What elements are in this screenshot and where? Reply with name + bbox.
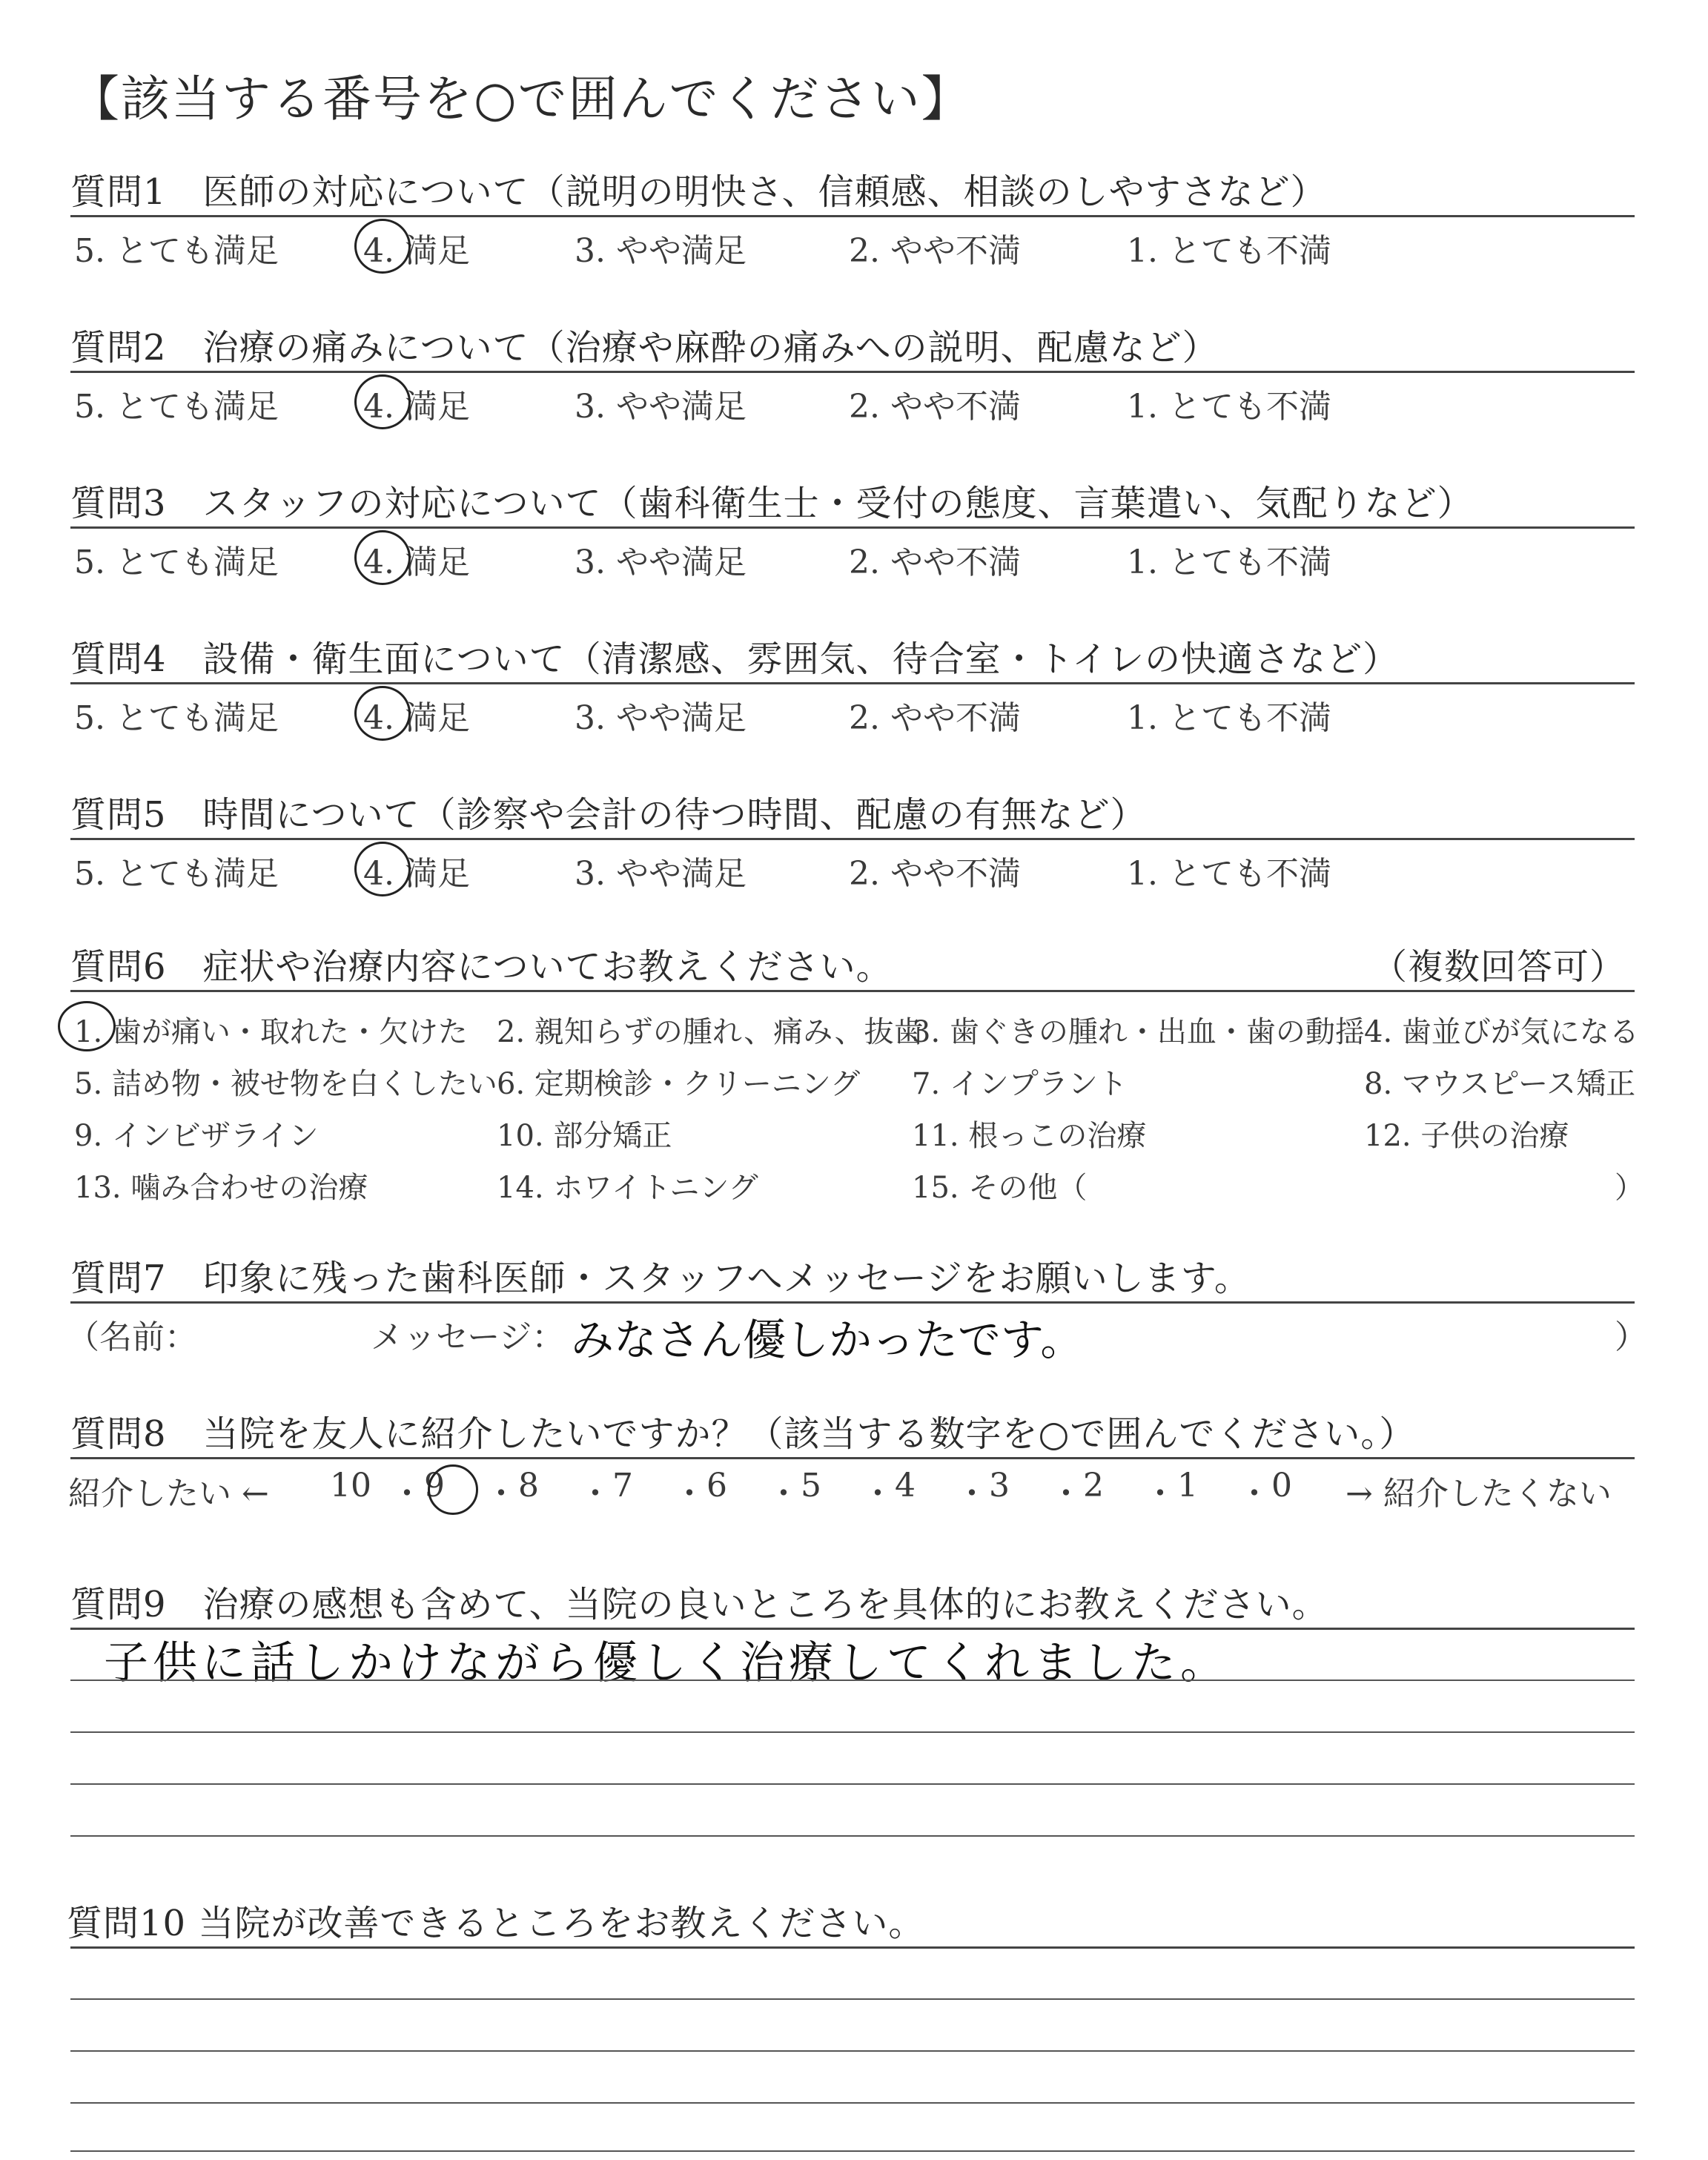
q6-option-2[interactable]: 2. 親知らずの腫れ、痛み、抜歯 <box>497 1015 924 1049</box>
q5-option-1[interactable]: 1. とても不満 <box>1127 855 1331 893</box>
q2-option-4[interactable]: 4. 満足 <box>363 388 470 426</box>
q8-scale-separator: ・ <box>1144 1475 1176 1513</box>
q1-selection-circle <box>354 219 411 274</box>
q8-scale-9[interactable]: 9 <box>424 1467 445 1505</box>
q8-rule <box>70 1457 1635 1459</box>
q8-scale-separator: ・ <box>956 1475 988 1513</box>
q1-rule <box>70 215 1635 217</box>
q5-title: 質問5 時間について（診察や会計の待つ時間、配慮の有無など） <box>70 794 1147 836</box>
q7-message-handwritten: みなさん優しかったです。 <box>571 1315 1084 1365</box>
q4-option-4[interactable]: 4. 満足 <box>363 699 470 737</box>
q6-option-5[interactable]: 5. 詰め物・被せ物を白くしたい <box>74 1067 497 1101</box>
q4-option-1[interactable]: 1. とても不満 <box>1127 699 1331 737</box>
q8-scale-0[interactable]: 0 <box>1271 1467 1292 1505</box>
q7-message-label: メッセージ： <box>371 1318 565 1356</box>
q2-selection-circle <box>354 374 411 429</box>
q6-option-13[interactable]: 13. 噛み合わせの治療 <box>74 1171 368 1205</box>
q5-rule <box>70 838 1635 840</box>
q8-scale-6[interactable]: 6 <box>706 1467 727 1505</box>
q6-note: （複数回答可） <box>1371 946 1626 988</box>
q5-selection-circle <box>354 842 411 896</box>
q8-scale-separator: ・ <box>767 1475 800 1513</box>
q6-option-3[interactable]: 3. 歯ぐきの腫れ・出血・歯の動揺 <box>912 1015 1365 1049</box>
q7-rule <box>70 1301 1635 1304</box>
q9-title: 質問9 治療の感想も含めて、当院の良いところを具体的にお教えください。 <box>70 1584 1328 1625</box>
q4-option-2[interactable]: 2. やや不満 <box>849 699 1021 737</box>
q3-rule <box>70 526 1635 529</box>
q8-scale-7[interactable]: 7 <box>612 1467 633 1505</box>
q10-rule-3 <box>70 2050 1635 2052</box>
q10-rule-5 <box>70 2150 1635 2152</box>
q2-option-1[interactable]: 1. とても不満 <box>1127 388 1331 426</box>
q9-rule-3 <box>70 1731 1635 1733</box>
q6-other-close-paren: ） <box>1615 1171 1644 1205</box>
q3-option-3[interactable]: 3. やや満足 <box>575 544 747 581</box>
q3-title: 質問3 スタッフの対応について（歯科衛生士・受付の態度、言葉遣い、気配りなど） <box>70 483 1474 524</box>
q6-option-12[interactable]: 12. 子供の治療 <box>1364 1119 1569 1153</box>
q6-option-14[interactable]: 14. ホワイトニング <box>497 1171 758 1205</box>
q8-scale-5[interactable]: 5 <box>801 1467 821 1505</box>
q4-title: 質問4 設備・衛生面について（清潔感、雰囲気、待合室・トイレの快適さなど） <box>70 638 1400 680</box>
q1-title: 質問1 医師の対応について（説明の明快さ、信頼感、相談のしやすさなど） <box>70 171 1327 213</box>
q6-option-1[interactable]: 1. 歯が痛い・取れた・欠けた <box>74 1015 468 1049</box>
q9-answer-handwritten: 子供に話しかけながら優しく治療してくれました。 <box>104 1637 1229 1689</box>
q6-option-15[interactable]: 15. その他（ <box>912 1171 1088 1205</box>
q1-option-2[interactable]: 2. やや不満 <box>849 232 1021 270</box>
q6-option-10[interactable]: 10. 部分矯正 <box>497 1119 672 1153</box>
q6-title: 質問6 症状や治療内容についてお教えください。 <box>70 946 893 988</box>
q4-selection-circle <box>354 686 411 741</box>
q5-option-5[interactable]: 5. とても満足 <box>74 855 279 893</box>
q8-scale-2[interactable]: 2 <box>1083 1467 1104 1505</box>
q8-scale-1[interactable]: 1 <box>1177 1467 1198 1505</box>
q8-scale-10[interactable]: 10 <box>330 1467 371 1505</box>
q6-option-4[interactable]: 4. 歯並びが気になる <box>1364 1015 1639 1049</box>
q1-option-1[interactable]: 1. とても不満 <box>1127 232 1331 270</box>
q1-option-5[interactable]: 5. とても満足 <box>74 232 279 270</box>
q1-option-3[interactable]: 3. やや満足 <box>575 232 747 270</box>
q3-option-4[interactable]: 4. 満足 <box>363 544 470 581</box>
q10-rule-2 <box>70 1998 1635 2000</box>
q4-rule <box>70 682 1635 684</box>
q6-selection-circle <box>58 1001 116 1051</box>
q3-option-2[interactable]: 2. やや不満 <box>849 544 1021 581</box>
q7-name-label: （名前： <box>67 1318 197 1356</box>
q4-option-3[interactable]: 3. やや満足 <box>575 699 747 737</box>
q8-selection-circle <box>428 1464 478 1515</box>
q6-option-11[interactable]: 11. 根っこの治療 <box>912 1119 1147 1153</box>
q2-rule <box>70 371 1635 373</box>
q3-selection-circle <box>354 530 411 585</box>
q8-scale-separator: ・ <box>673 1475 706 1513</box>
q1-option-4[interactable]: 4. 満足 <box>363 232 470 270</box>
q6-option-8[interactable]: 8. マウスピース矯正 <box>1364 1067 1636 1101</box>
q2-option-2[interactable]: 2. やや不満 <box>849 388 1021 426</box>
q8-scale-3[interactable]: 3 <box>989 1467 1010 1505</box>
q10-title: 質問10 当院が改善できるところをお教えください。 <box>67 1903 925 1944</box>
q8-left-label: 紹介したい ← <box>68 1475 269 1513</box>
q10-rule-4 <box>70 2102 1635 2104</box>
q7-title: 質問7 印象に残った歯科医師・スタッフへメッセージをお願いします。 <box>70 1258 1251 1299</box>
q8-scale-8[interactable]: 8 <box>518 1467 539 1505</box>
q2-option-3[interactable]: 3. やや満足 <box>575 388 747 426</box>
q6-option-9[interactable]: 9. インビザライン <box>74 1119 319 1153</box>
q8-title: 質問8 当院を友人に紹介したいですか？（該当する数字を○で囲んでください。） <box>70 1413 1416 1455</box>
q8-scale-separator: ・ <box>1238 1475 1271 1513</box>
q5-option-3[interactable]: 3. やや満足 <box>575 855 747 893</box>
q8-scale-separator: ・ <box>861 1475 894 1513</box>
q5-option-4[interactable]: 4. 満足 <box>363 855 470 893</box>
q9-rule-5 <box>70 1835 1635 1837</box>
page-title: 【該当する番号を○で囲んでください】 <box>70 70 972 128</box>
q9-rule-4 <box>70 1783 1635 1785</box>
q8-scale-separator: ・ <box>579 1475 612 1513</box>
q6-option-7[interactable]: 7. インプラント <box>912 1067 1128 1101</box>
q2-option-5[interactable]: 5. とても満足 <box>74 388 279 426</box>
q3-option-5[interactable]: 5. とても満足 <box>74 544 279 581</box>
q8-scale-separator: ・ <box>1050 1475 1082 1513</box>
q10-rule-1 <box>70 1946 1635 1949</box>
q8-scale-4[interactable]: 4 <box>895 1467 916 1505</box>
q8-scale-separator: ・ <box>391 1475 423 1513</box>
q6-rule <box>70 990 1635 992</box>
q6-option-6[interactable]: 6. 定期検診・クリーニング <box>497 1067 861 1101</box>
q2-title: 質問2 治療の痛みについて（治療や麻酔の痛みへの説明、配慮など） <box>70 327 1219 369</box>
q9-rule-2 <box>70 1680 1635 1681</box>
q7-close-paren: ） <box>1615 1318 1647 1356</box>
q5-option-2[interactable]: 2. やや不満 <box>849 855 1021 893</box>
q8-scale-separator: ・ <box>485 1475 517 1513</box>
q8-right-label: → 紹介したくない <box>1345 1475 1612 1513</box>
q3-option-1[interactable]: 1. とても不満 <box>1127 544 1331 581</box>
q4-option-5[interactable]: 5. とても満足 <box>74 699 279 737</box>
